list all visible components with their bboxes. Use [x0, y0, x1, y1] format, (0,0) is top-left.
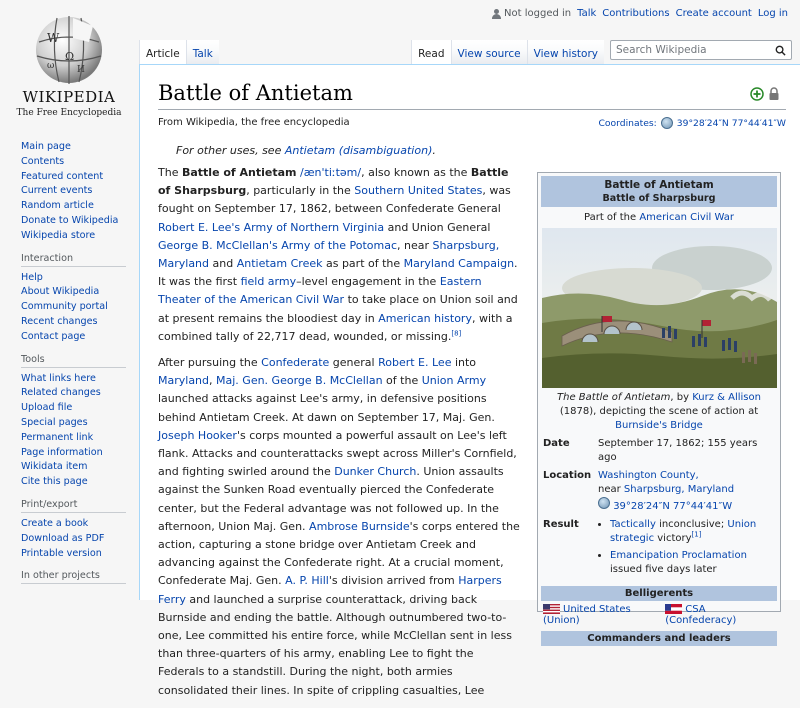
- svg-text:ω: ω: [47, 61, 55, 71]
- infobox: [537, 172, 781, 644]
- site-subtitle: From Wikipedia, the free encyclopedia: [158, 117, 350, 128]
- infobox-location-row: Location Washington County, near Sharpsburg, Maryland 39°28′24″N 77°44′41″W: [543, 470, 735, 512]
- coordinates-label[interactable]: Coordinates:: [598, 117, 657, 129]
- hatnote: For other uses, see Antietam (disambiguation).: [176, 144, 436, 157]
- result-item: • Tactically inconclusive; Union strategic victory[1]: [610, 518, 775, 546]
- link-eastern-theater[interactable]: Eastern Theater of the American Civil War: [158, 275, 482, 307]
- sidebar-item-contact-page[interactable]: Contact page: [21, 330, 86, 342]
- sidebar-item-community-portal[interactable]: Community portal: [21, 301, 108, 313]
- result-item: • Emancipation Proclamation issued five days later: [610, 549, 775, 577]
- us-flag-icon: [543, 604, 560, 614]
- wordmark: WIKIPEDIA: [22, 88, 116, 106]
- sidebar-item-about-wikipedia[interactable]: About Wikipedia: [21, 286, 100, 298]
- interaction-portal: [0, 253, 138, 345]
- link-tactically[interactable]: Tactically: [610, 519, 656, 530]
- log-in-link[interactable]: Log in: [757, 8, 788, 19]
- svg-text:Ω: Ω: [65, 50, 75, 63]
- link-union-strategic[interactable]: Union strategic: [610, 519, 757, 544]
- user-icon: [492, 9, 501, 19]
- infobox-date-row: Date September 17, 1862; 155 years ago: [543, 438, 758, 463]
- search-input[interactable]: [611, 43, 769, 57]
- svg-text:И: И: [77, 65, 85, 75]
- sidebar-item-current-events[interactable]: Current events: [21, 185, 93, 197]
- other-projects-portal: [0, 570, 138, 584]
- tools-heading: Tools: [21, 354, 126, 368]
- link-ambrose-burnside[interactable]: Ambrose Burnside: [309, 519, 410, 533]
- link-ap-hill[interactable]: A. P. Hill: [285, 574, 329, 588]
- personal-tools: [492, 8, 788, 19]
- link-sharpsburg-infobox[interactable]: Sharpsburg, Maryland: [623, 484, 735, 495]
- link-washington-county[interactable]: Washington County,: [598, 470, 699, 481]
- disambiguation-link[interactable]: Antietam (disambiguation): [284, 144, 433, 157]
- sidebar-item-cite-this-page[interactable]: Cite this page: [21, 476, 88, 488]
- link-confederate[interactable]: Confederate: [261, 356, 330, 370]
- link-burnsides-bridge[interactable]: Burnside's Bridge: [615, 420, 703, 431]
- commanders-header: Commanders and leaders: [541, 631, 777, 646]
- link-sharpsburg[interactable]: Sharpsburg, Maryland: [158, 238, 500, 271]
- infobox-result-row: Result • Tactically inconclusive; Union strategic victory[1] • Emancipation Proclamation issued five days later: [541, 518, 777, 584]
- talk-link[interactable]: Talk: [577, 8, 597, 19]
- print-portal: [0, 499, 138, 561]
- link-robert-e-lee[interactable]: Robert E. Lee: [378, 356, 452, 370]
- tagline: The Free Encyclopedia: [16, 108, 122, 118]
- contributions-link[interactable]: Contributions: [602, 8, 670, 19]
- interaction-heading: Interaction: [21, 253, 126, 267]
- sidebar-item-create-a-book[interactable]: Create a book: [21, 517, 89, 529]
- tab-read[interactable]: Read: [411, 40, 450, 64]
- sidebar-item-contents[interactable]: Contents: [21, 155, 65, 167]
- link-maryland[interactable]: Maryland: [158, 374, 210, 388]
- sidebar-item-wikipedia-store[interactable]: Wikipedia store: [21, 229, 96, 241]
- sidebar-item-printable-version[interactable]: Printable version: [21, 547, 102, 559]
- link-joseph-hooker[interactable]: Joseph Hooker: [158, 428, 237, 442]
- svg-text:W: W: [47, 31, 60, 45]
- link-american-civil-war[interactable]: American Civil War: [639, 212, 734, 223]
- good-article-icon[interactable]: [750, 87, 764, 101]
- link-american-history[interactable]: American history: [378, 311, 472, 325]
- infobox-title: Battle of Antietam: [604, 179, 714, 191]
- link-harpers-ferry[interactable]: Harpers Ferry: [158, 574, 502, 606]
- print-heading: Print/export: [21, 499, 126, 513]
- not-logged-in: Not logged in: [492, 8, 571, 19]
- namespace-tabs: [139, 40, 219, 64]
- sidebar-item-wikidata-item[interactable]: Wikidata item: [21, 461, 88, 473]
- link-mcclellan[interactable]: Maj. Gen. George B. McClellan: [216, 374, 383, 388]
- globe-icon[interactable]: [661, 117, 673, 129]
- tab-talk[interactable]: Talk: [186, 40, 219, 64]
- sidebar-item-main-page[interactable]: Main page: [21, 141, 71, 152]
- sidebar-item-special-pages[interactable]: Special pages: [21, 416, 88, 428]
- paragraph-1: The Battle of Antietam /æn'tiːtəm/, also known as the Battle of Sharpsburg, particularly in the Southern United States, was fought on September 17, 1862, between Confederate General Robert E. Lee's Army of Northern Virginia and Union General George B. McClellan's Army of the Potomac, near Sharpsburg, Maryland and Antietam Creek as part of the Maryland Campaign. It was the first field army–level engagement in the Eastern Theater of the American Civil War to take place on Union soil and at present remains the bloodiest day in American history, with a combined tally of 22,717 dead, wounded, or missing.[8]: [158, 166, 518, 343]
- sidebar-item-upload-file[interactable]: Upload file: [21, 402, 73, 414]
- link-union-army[interactable]: Union Army: [421, 374, 487, 388]
- other-projects-heading: In other projects: [21, 570, 126, 584]
- puzzle-globe-icon: [33, 12, 105, 86]
- page-title: Battle of Antietam: [158, 81, 353, 105]
- battle-painting-image[interactable]: [542, 228, 777, 388]
- sidebar-item-download-as-pdf[interactable]: Download as PDF: [21, 532, 105, 544]
- image-caption: The Battle of Antietam, by Kurz & Allison (1878), depicting the scene of action at Burnside's Bridge: [557, 392, 761, 431]
- tab-view-history[interactable]: View history: [527, 40, 604, 64]
- belligerents-header: Belligerents: [541, 586, 777, 601]
- content-area: [139, 64, 800, 697]
- sidebar-item-what-links-here[interactable]: What links here: [21, 372, 96, 384]
- view-tabs: [411, 40, 800, 64]
- paragraph-2: After pursuing the Confederate general Robert E. Lee into Maryland, Maj. Gen. George B. McClellan of the Union Army launched attacks against Lee's army, in defensive positions behind Antietam Creek. At dawn on September 17, Maj. Gen. Joseph Hooker's corps mounted a powerful assault on Lee's left flank. Attacks and counterattacks swept across Miller's Cornfield, and fighting swirled around the Dunker Church. Union assaults against the Sunken Road eventually pierced the Confederate center, but the Federal advantage was not followed up. In the afternoon, Union Maj. Gen. Ambrose Burnside's corps entered the action, capturing a stone bridge over Antietam Creek and advancing against the Confederate right. At a crucial moment, Confederate Maj. Gen. A. P. Hill's division arrived from Harpers Ferry and launched a surprise counterattack, driving back Burnside and ending the battle. Although outnumbered two-to-one, Lee committed his entire force, while McClellan sent in less than three-quarters of his army, enabling Lee to fight the Federals to a standstill. During the night, both armies consolidated their lines. In spite of crippling casualties, Lee: [158, 356, 520, 697]
- link-united-states[interactable]: United States (Union): [543, 604, 631, 626]
- link-antietam-creek[interactable]: Antietam Creek: [236, 257, 323, 271]
- title-divider: [158, 109, 786, 110]
- navigation-portal: [0, 140, 138, 244]
- link-army-potomac[interactable]: George B. McClellan's Army of the Potomac: [158, 238, 397, 252]
- link-emancipation-proclamation[interactable]: Emancipation Proclamation: [610, 550, 747, 561]
- tools-portal: [0, 354, 138, 490]
- reference-8[interactable]: [8]: [451, 329, 462, 338]
- tab-article[interactable]: Article: [139, 40, 186, 64]
- coordinates: [599, 117, 787, 129]
- sidebar: [0, 140, 138, 588]
- reference-1[interactable]: [1]: [691, 530, 702, 539]
- tab-view-source[interactable]: View source: [451, 40, 527, 64]
- infobox-subtitle: Battle of Sharpsburg: [602, 193, 716, 204]
- belligerents-row: [541, 601, 777, 629]
- sidebar-item-random-article[interactable]: Random article: [21, 200, 94, 212]
- wikipedia-logo[interactable]: [0, 0, 138, 126]
- link-dunker-church[interactable]: Dunker Church: [334, 465, 417, 479]
- infobox-header: [541, 176, 777, 207]
- sidebar-item-page-information[interactable]: Page information: [21, 446, 103, 458]
- search-icon[interactable]: [775, 45, 786, 56]
- create-account-link[interactable]: Create account: [675, 8, 752, 19]
- sidebar-item-permanent-link[interactable]: Permanent link: [21, 431, 94, 443]
- coordinates-value[interactable]: 39°28′24″N 77°44′41″W: [676, 117, 786, 129]
- search-box: [610, 40, 792, 60]
- link-kurz-allison[interactable]: Kurz & Allison: [692, 392, 761, 403]
- sidebar-item-related-changes[interactable]: Related changes: [21, 387, 101, 399]
- infobox-coordinates[interactable]: 39°28′24″N 77°44′41″W: [613, 501, 733, 512]
- sidebar-item-help[interactable]: Help: [21, 271, 43, 283]
- article-body: [158, 164, 522, 708]
- link-csa[interactable]: CSA (Confederacy): [665, 604, 737, 626]
- pronunciation-link[interactable]: /æn'tiːtəm/: [300, 166, 362, 179]
- csa-flag-icon: [665, 604, 682, 614]
- infobox-part-of: Part of the American Civil War: [584, 212, 734, 223]
- globe-icon[interactable]: [598, 497, 610, 509]
- link-maryland-campaign[interactable]: Maryland Campaign: [403, 257, 515, 271]
- sidebar-item-featured-content[interactable]: Featured content: [21, 170, 104, 182]
- link-southern-us[interactable]: Southern United States: [354, 184, 483, 198]
- sidebar-item-donate-to-wikipedia[interactable]: Donate to Wikipedia: [21, 214, 119, 226]
- link-army-northern-virginia[interactable]: Robert E. Lee's Army of Northern Virginia: [158, 220, 385, 234]
- link-field-army[interactable]: field army: [240, 275, 297, 289]
- sidebar-item-recent-changes[interactable]: Recent changes: [21, 315, 98, 327]
- page-indicators: [750, 87, 780, 101]
- lock-icon[interactable]: [768, 87, 780, 101]
